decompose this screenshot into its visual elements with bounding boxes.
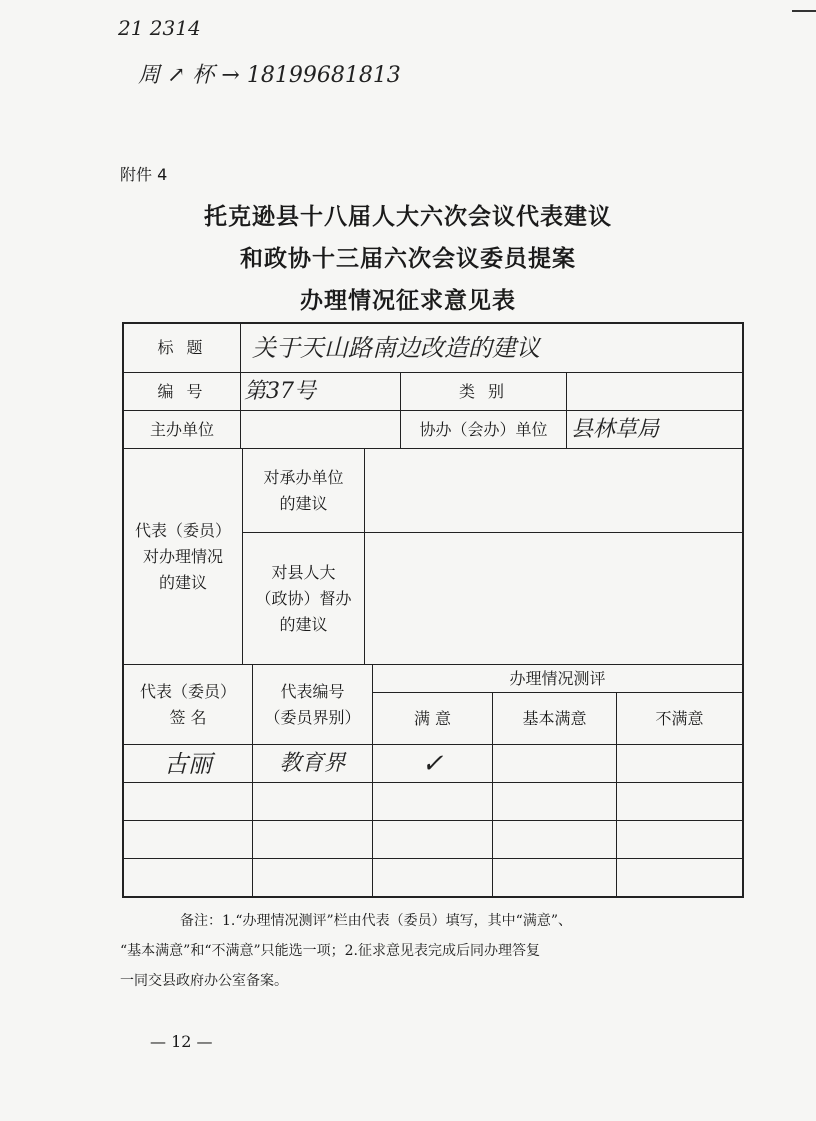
group-cell [253,859,372,896]
signature-cell: 古丽 [164,749,212,778]
footnote [120,906,770,996]
satisfied-check-cell [373,859,492,896]
title-field-label: 标 题 [157,338,207,357]
category-field-label: 类 别 [458,381,509,401]
document-title-line-2: 和政协十三届六次会议委员提案 [240,245,576,272]
host-unit-label: 主办单位 [149,419,214,439]
opinion-group-label: 代表（委员） 对办理情况 的建议 [134,520,231,592]
handwritten-note-line-1: 21 2314 [118,16,201,40]
co-unit-label: 协办（会办）单位 [419,419,548,439]
unsatisfied-cell [617,745,742,782]
evaluation-header: 办理情况测评 [509,668,606,688]
category-field-value [567,373,742,410]
handwritten-note-line-2: 周 ↗ 杯 → 18199681813 [138,63,401,88]
basic-satisfied-cell [493,745,616,782]
document-title-line-1: 托克逊县十八届人大六次会议代表建议 [204,203,612,230]
page-number: — 12 — [150,1032,213,1051]
document-title-line-3: 办理情况征求意见表 [300,287,516,314]
title-field-value: 关于天山路南边改造的建议 [252,334,540,362]
co-unit-value: 县林草局 [571,416,660,442]
satisfied-check-cell [373,783,492,820]
to-supervisor-label: 对县人大 （政协）督办 的建议 [255,562,352,634]
satisfied-column-header: 满 意 [413,708,452,728]
signature-cell [124,821,252,858]
rep-number-column-header: 代表编号 （委员界别） [264,681,361,727]
signature-cell [124,859,252,896]
footnote-line-1: 备注：1.“办理情况测评”栏由代表（委员）填写，其中“满意”、 [180,913,572,929]
unsatisfied-cell [617,821,742,858]
group-cell: 教育界 [279,750,346,776]
group-cell [253,821,372,858]
unsatisfied-column-header: 不满意 [655,708,704,728]
to-host-unit-label: 对承办单位 的建议 [263,467,344,513]
basic-satisfied-cell [493,859,616,896]
signature-cell [124,783,252,820]
unsatisfied-cell [617,859,742,896]
footnote-line-3: 一同交县政府办公室备案。 [120,973,288,989]
host-unit-value [241,411,400,448]
basic-satisfied-cell [493,821,616,858]
satisfied-check-cell [373,821,492,858]
basic-satisfied-column-header: 基本满意 [522,708,587,728]
footnote-line-2: “基本满意”和“不满意”只能选一项；2.征求意见表完成后同办理答复 [120,943,540,959]
basic-satisfied-cell [493,783,616,820]
unsatisfied-cell [617,783,742,820]
satisfied-check-cell: ✓ [421,748,444,779]
scan-edge-mark [792,10,816,12]
signature-column-header: 代表（委员） 签 名 [139,681,236,727]
number-field-value: 第37号 [244,378,316,404]
group-cell [253,783,372,820]
attachment-label: 附件 4 [120,165,168,184]
number-field-label: 编 号 [157,381,207,401]
